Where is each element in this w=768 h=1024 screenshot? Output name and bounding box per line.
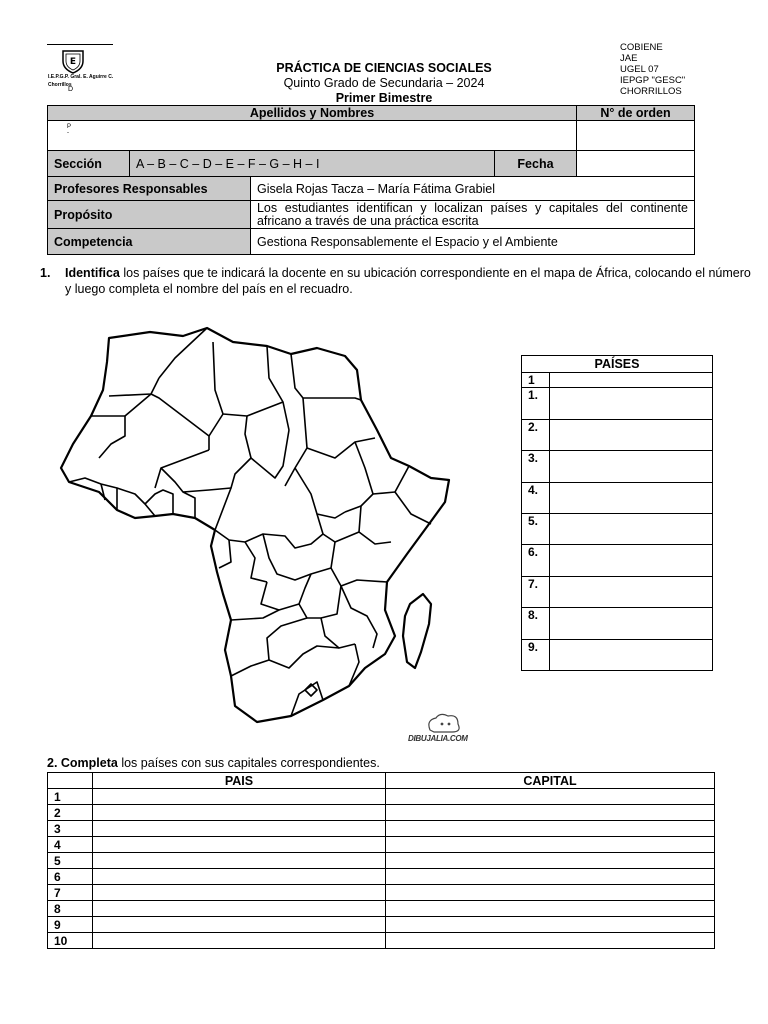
country-input[interactable]: [93, 821, 386, 837]
institution-line: COBIENE: [620, 42, 663, 53]
country-row-number: 6.: [522, 545, 550, 577]
institution-line: IEPGP "GESC": [620, 75, 686, 86]
capital-input[interactable]: [386, 885, 715, 901]
capital-column-header: CAPITAL: [386, 773, 715, 789]
countries-table: [521, 355, 713, 671]
question-2: [47, 756, 380, 770]
capital-row-number: 8: [48, 901, 93, 917]
capital-row-number: 7: [48, 885, 93, 901]
institution-line: UGEL 07: [620, 64, 659, 75]
capital-input[interactable]: [386, 901, 715, 917]
svg-text:E: E: [69, 57, 77, 67]
teachers-label: Profesores Responsables: [48, 177, 251, 201]
country-input[interactable]: [93, 789, 386, 805]
capital-input[interactable]: [386, 917, 715, 933]
country-row-number: 8.: [522, 608, 550, 640]
country-field[interactable]: [550, 388, 713, 420]
teachers-value: Gisela Rojas Tacza – María Fátima Grabiel: [250, 177, 694, 201]
names-label: Apellidos y Nombres: [48, 106, 577, 121]
document-period: Primer Bimestre: [335, 91, 433, 105]
country-row-number: 1.: [522, 388, 550, 420]
country-input[interactable]: [93, 869, 386, 885]
section-options[interactable]: A – B – C – D – E – F – G – H – I: [130, 151, 495, 177]
country-row-number: 5.: [522, 514, 550, 545]
country-field[interactable]: [550, 420, 713, 451]
capital-row-number: 10: [48, 933, 93, 949]
country-input[interactable]: [93, 805, 386, 821]
country-input[interactable]: [93, 933, 386, 949]
document-header: [230, 61, 538, 105]
country-row-number: 1: [522, 373, 550, 388]
country-field[interactable]: [550, 545, 713, 577]
country-field[interactable]: [550, 640, 713, 671]
institution-line: JAE: [620, 53, 638, 64]
mascot-icon: [424, 712, 464, 736]
question-2-keyword: 2. Completa: [47, 756, 118, 770]
logo-text-1: I.E.P.G.P. Gral. E. Aguirre C.: [48, 74, 114, 80]
capital-row-number: 6: [48, 869, 93, 885]
order-label: N° de orden: [577, 106, 695, 121]
names-field[interactable]: [48, 121, 577, 151]
institution-line: CHORRILLOS: [620, 86, 682, 97]
capital-input[interactable]: [386, 853, 715, 869]
question-1-keyword: Identifica: [65, 266, 120, 280]
question-2-text: los países con sus capitales correspondientes.: [117, 756, 380, 770]
section-label: Sección: [48, 151, 130, 177]
capital-row-number: 1: [48, 789, 93, 805]
order-field[interactable]: [577, 121, 695, 151]
date-field[interactable]: [577, 151, 695, 177]
capital-row-number: 3: [48, 821, 93, 837]
country-field[interactable]: [550, 608, 713, 640]
watermark: [408, 712, 474, 750]
purpose-label: Propósito: [48, 201, 251, 229]
capital-input[interactable]: [386, 837, 715, 853]
question-1-text: los países que te indicará la docente en su ubicación correspondiente en el mapa de África, colocando el número y luego completa el nombre del país en el recuadro.: [65, 266, 751, 296]
country-input[interactable]: [93, 917, 386, 933]
country-row-number: 7.: [522, 577, 550, 608]
purpose-value: Los estudiantes identifican y localizan países y capitales del continente africano a través de una práctica escrita: [250, 201, 694, 229]
africa-map[interactable]: [55, 318, 475, 750]
document-title: PRÁCTICA DE CIENCIAS SOCIALES: [276, 61, 492, 75]
country-input[interactable]: [93, 901, 386, 917]
competence-value: Gestiona Responsablemente el Espacio y el Ambiente: [250, 229, 694, 255]
capital-input[interactable]: [386, 869, 715, 885]
institution-info: [620, 42, 685, 97]
capitals-table-number-header: [48, 773, 93, 789]
capitals-table: [47, 772, 715, 949]
capital-input[interactable]: [386, 821, 715, 837]
capital-row-number: 4: [48, 837, 93, 853]
capital-row-number: 5: [48, 853, 93, 869]
country-column-header: PAIS: [93, 773, 386, 789]
logo-text-2: Chorrillos: [48, 82, 72, 88]
question-1: [40, 266, 752, 297]
capital-input[interactable]: [386, 805, 715, 821]
document-grade: Quinto Grado de Secundaria – 2024: [283, 76, 485, 90]
capital-input[interactable]: [386, 933, 715, 949]
country-field[interactable]: [550, 373, 713, 388]
countries-header: PAÍSES: [522, 356, 713, 373]
shield-icon: [60, 48, 86, 74]
logo-top-line: [47, 44, 113, 45]
country-input[interactable]: [93, 853, 386, 869]
question-1-number: 1.: [40, 266, 51, 280]
student-info-table: [47, 105, 695, 255]
competence-label: Competencia: [48, 229, 251, 255]
capital-input[interactable]: [386, 789, 715, 805]
country-field[interactable]: [550, 577, 713, 608]
capital-row-number: 2: [48, 805, 93, 821]
date-label: Fecha: [495, 151, 577, 177]
country-row-number: 4.: [522, 483, 550, 514]
logo-text-4: P -: [67, 124, 72, 136]
country-row-number: 3.: [522, 451, 550, 483]
logo-text-3: D: [68, 86, 74, 93]
country-input[interactable]: [93, 837, 386, 853]
country-field[interactable]: [550, 483, 713, 514]
country-row-number: 2.: [522, 420, 550, 451]
country-field[interactable]: [550, 514, 713, 545]
country-field[interactable]: [550, 451, 713, 483]
country-input[interactable]: [93, 885, 386, 901]
country-row-number: 9.: [522, 640, 550, 671]
capital-row-number: 9: [48, 917, 93, 933]
watermark-text: DIBUJALIA.COM: [408, 734, 468, 743]
